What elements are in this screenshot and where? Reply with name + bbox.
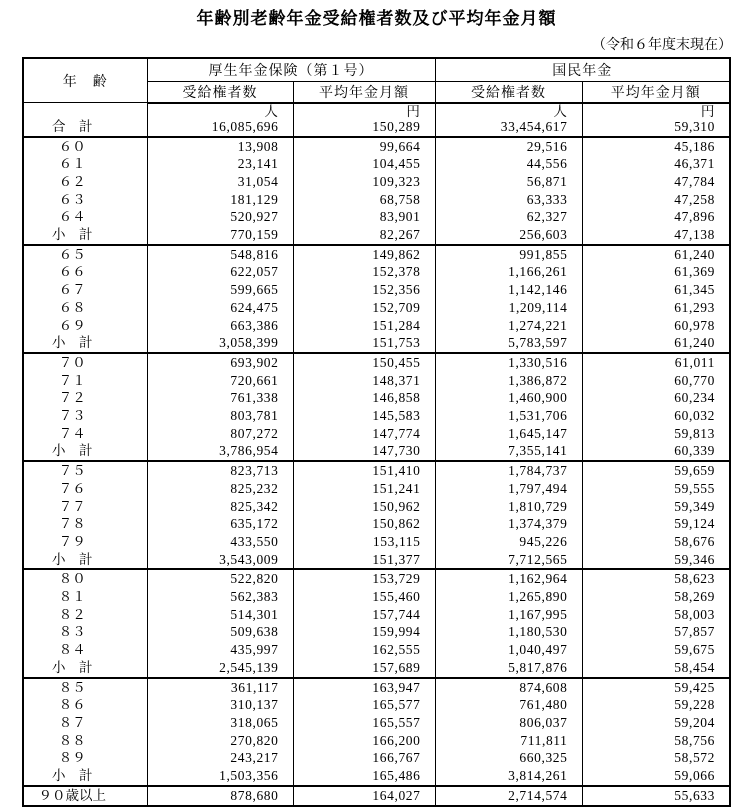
unit-yen-np: 円 [582,103,730,119]
table-header [23,58,730,103]
age-cell: ９０歳以上 [23,786,147,806]
age-row [23,588,730,606]
age-cell: ６８ [23,299,147,317]
value-cell: 270,820 [147,732,293,750]
value-cell: 147,774 [293,425,435,443]
age-row [23,208,730,226]
value-cell: 60,234 [582,389,730,407]
value-cell: 1,386,872 [435,372,582,390]
header-avg-monthly-np: 平均年金月額 [582,81,730,103]
value-cell: 165,486 [293,767,435,786]
value-cell: 47,896 [582,208,730,226]
age-row [23,389,730,407]
age-row [23,749,730,767]
value-cell: 1,460,900 [435,389,582,407]
value-cell: 5,817,876 [435,659,582,678]
value-cell: 150,862 [293,515,435,533]
value-cell: 46,371 [582,155,730,173]
value-cell: 520,927 [147,208,293,226]
age-row [23,714,730,732]
value-cell: 1,330,516 [435,353,582,372]
value-cell: 162,555 [293,641,435,659]
header-employees-pension: 厚生年金保険（第１号） [147,58,435,81]
value-cell: 47,138 [582,226,730,245]
value-cell: 23,141 [147,155,293,173]
age-row [23,696,730,714]
value-cell: 149,862 [293,245,435,264]
value-cell: 1,180,530 [435,623,582,641]
age-cell: ７３ [23,407,147,425]
age-row [23,407,730,425]
value-cell: 522,820 [147,569,293,588]
value-cell: 83,901 [293,208,435,226]
value-cell: 166,200 [293,732,435,750]
value-cell: 58,623 [582,569,730,588]
value-cell: 59,425 [582,678,730,697]
age-row [23,263,730,281]
age-cell: ７４ [23,425,147,443]
value-cell: 945,226 [435,533,582,551]
value-cell: 147,730 [293,442,435,461]
value-cell: 61,293 [582,299,730,317]
age-cell: ６４ [23,208,147,226]
value-cell: 61,240 [582,245,730,264]
value-cell: 159,994 [293,623,435,641]
value-cell: 166,767 [293,749,435,767]
value-cell: 29,516 [435,137,582,156]
total-value-cell: 150,289 [293,119,435,137]
age-row [23,569,730,588]
value-cell: 61,011 [582,353,730,372]
value-cell: 59,555 [582,480,730,498]
value-cell: 82,267 [293,226,435,245]
age-cell: ８５ [23,678,147,697]
page-title: 年齢別老齢年金受給権者数及び平均年金月額 [196,9,557,28]
age-cell: ７０ [23,353,147,372]
value-cell: 2,714,574 [435,786,582,806]
value-cell: 720,661 [147,372,293,390]
subtotal-row [23,442,730,461]
age-cell: ８３ [23,623,147,641]
value-cell: 181,129 [147,191,293,209]
value-cell: 47,784 [582,173,730,191]
value-cell: 58,756 [582,732,730,750]
age-cell: ８４ [23,641,147,659]
value-cell: 1,810,729 [435,498,582,516]
value-cell: 60,339 [582,442,730,461]
value-cell: 803,781 [147,407,293,425]
age-row [23,606,730,624]
age-row [23,623,730,641]
age-row [23,155,730,173]
age-cell: 小 計 [23,767,147,786]
value-cell: 660,325 [435,749,582,767]
value-cell: 150,962 [293,498,435,516]
age-cell: ８７ [23,714,147,732]
age-row [23,461,730,480]
value-cell: 1,374,379 [435,515,582,533]
value-cell: 59,675 [582,641,730,659]
value-cell: 56,871 [435,173,582,191]
value-cell: 256,603 [435,226,582,245]
age-cell: ７１ [23,372,147,390]
value-cell: 310,137 [147,696,293,714]
value-cell: 165,577 [293,696,435,714]
value-cell: 31,054 [147,173,293,191]
value-cell: 152,356 [293,281,435,299]
value-cell: 109,323 [293,173,435,191]
value-cell: 13,908 [147,137,293,156]
value-cell: 152,378 [293,263,435,281]
value-cell: 1,166,261 [435,263,582,281]
age-cell: ６２ [23,173,147,191]
subtotal-row [23,551,730,570]
total-value-cell: 16,085,696 [147,119,293,137]
age-cell: ８１ [23,588,147,606]
units-row [23,103,730,119]
value-cell: 153,115 [293,533,435,551]
value-cell: 548,816 [147,245,293,264]
value-cell: 509,638 [147,623,293,641]
age-row [23,515,730,533]
age-row [23,173,730,191]
value-cell: 57,857 [582,623,730,641]
age-row [23,641,730,659]
age-cell: ７７ [23,498,147,516]
value-cell: 5,783,597 [435,334,582,353]
value-cell: 60,032 [582,407,730,425]
value-cell: 3,786,954 [147,442,293,461]
value-cell: 59,228 [582,696,730,714]
age-row [23,533,730,551]
header-row-groups [23,58,730,81]
header-beneficiaries-ep: 受給権者数 [147,81,293,103]
age-cell: ６６ [23,263,147,281]
age-row [23,498,730,516]
value-cell: 1,531,706 [435,407,582,425]
value-cell: 104,455 [293,155,435,173]
age-cell: ８２ [23,606,147,624]
value-cell: 55,633 [582,786,730,806]
value-cell: 165,557 [293,714,435,732]
value-cell: 1,265,890 [435,588,582,606]
value-cell: 1,209,114 [435,299,582,317]
value-cell: 693,902 [147,353,293,372]
age-row [23,281,730,299]
value-cell: 59,349 [582,498,730,516]
value-cell: 622,057 [147,263,293,281]
value-cell: 1,784,737 [435,461,582,480]
value-cell: 435,997 [147,641,293,659]
value-cell: 99,664 [293,137,435,156]
age-cell: ６７ [23,281,147,299]
value-cell: 825,232 [147,480,293,498]
value-cell: 1,797,494 [435,480,582,498]
value-cell: 878,680 [147,786,293,806]
age-cell: ８８ [23,732,147,750]
age-row [23,480,730,498]
value-cell: 1,040,497 [435,641,582,659]
value-cell: 45,186 [582,137,730,156]
value-cell: 433,550 [147,533,293,551]
age-row [23,678,730,697]
value-cell: 663,386 [147,317,293,335]
value-cell: 59,204 [582,714,730,732]
value-cell: 151,284 [293,317,435,335]
age-cell: ７６ [23,480,147,498]
value-cell: 635,172 [147,515,293,533]
age-row [23,317,730,335]
value-cell: 163,947 [293,678,435,697]
value-cell: 146,858 [293,389,435,407]
value-cell: 823,713 [147,461,293,480]
age-cell: 小 計 [23,659,147,678]
age-cell: 小 計 [23,334,147,353]
value-cell: 151,377 [293,551,435,570]
value-cell: 806,037 [435,714,582,732]
value-cell: 1,274,221 [435,317,582,335]
value-cell: 44,556 [435,155,582,173]
value-cell: 59,066 [582,767,730,786]
value-cell: 2,545,139 [147,659,293,678]
age-row [23,299,730,317]
value-cell: 62,327 [435,208,582,226]
subtotal-row [23,767,730,786]
value-cell: 1,142,146 [435,281,582,299]
value-cell: 599,665 [147,281,293,299]
value-cell: 243,217 [147,749,293,767]
age-row [23,191,730,209]
value-cell: 164,027 [293,786,435,806]
age-cell: ７２ [23,389,147,407]
age-row [23,372,730,390]
value-cell: 59,659 [582,461,730,480]
value-cell: 157,689 [293,659,435,678]
value-cell: 874,608 [435,678,582,697]
value-cell: 151,241 [293,480,435,498]
age-cell: ６３ [23,191,147,209]
value-cell: 562,383 [147,588,293,606]
value-cell: 7,355,141 [435,442,582,461]
age-row [23,353,730,372]
age-row [23,732,730,750]
subtotal-row [23,226,730,245]
age-cell: ８０ [23,569,147,588]
value-cell: 151,753 [293,334,435,353]
age-row [23,137,730,156]
age-cell: ７９ [23,533,147,551]
age-cell: 小 計 [23,442,147,461]
value-cell: 59,346 [582,551,730,570]
value-cell: 148,371 [293,372,435,390]
value-cell: 63,333 [435,191,582,209]
age-cell: ６５ [23,245,147,264]
subtotal-row [23,659,730,678]
age-cell: ６１ [23,155,147,173]
age-cell: ８９ [23,749,147,767]
value-cell: 145,583 [293,407,435,425]
value-cell: 711,811 [435,732,582,750]
value-cell: 991,855 [435,245,582,264]
value-cell: 60,978 [582,317,730,335]
value-cell: 58,676 [582,533,730,551]
as-of-date: （令和６年度末現在） [592,38,732,53]
value-cell: 58,572 [582,749,730,767]
value-cell: 1,167,995 [435,606,582,624]
value-cell: 58,003 [582,606,730,624]
value-cell: 153,729 [293,569,435,588]
value-cell: 58,454 [582,659,730,678]
value-cell: 150,455 [293,353,435,372]
value-cell: 1,645,147 [435,425,582,443]
value-cell: 761,338 [147,389,293,407]
header-avg-monthly-ep: 平均年金月額 [293,81,435,103]
total-row-label: 合 計 [23,103,147,137]
total-value-cell: 33,454,617 [435,119,582,137]
value-cell: 807,272 [147,425,293,443]
total-value-cell: 59,310 [582,119,730,137]
value-cell: 361,117 [147,678,293,697]
age-cell: ７８ [23,515,147,533]
value-cell: 7,712,565 [435,551,582,570]
value-cell: 318,065 [147,714,293,732]
header-beneficiaries-np: 受給権者数 [435,81,582,103]
value-cell: 1,162,964 [435,569,582,588]
age-cell: ７５ [23,461,147,480]
value-cell: 3,814,261 [435,767,582,786]
table-body [23,103,730,806]
value-cell: 770,159 [147,226,293,245]
page [0,8,753,802]
value-cell: 151,410 [293,461,435,480]
unit-person-ep: 人 [147,103,293,119]
value-cell: 61,369 [582,263,730,281]
value-cell: 58,269 [582,588,730,606]
unit-person-np: 人 [435,103,582,119]
value-cell: 624,475 [147,299,293,317]
value-cell: 825,342 [147,498,293,516]
value-cell: 61,240 [582,334,730,353]
age-row [23,245,730,264]
age-row [23,425,730,443]
age-cell: ６０ [23,137,147,156]
value-cell: 68,758 [293,191,435,209]
value-cell: 59,813 [582,425,730,443]
pension-table [22,57,731,807]
age-cell: 小 計 [23,226,147,245]
value-cell: 514,301 [147,606,293,624]
value-cell: 47,258 [582,191,730,209]
value-cell: 155,460 [293,588,435,606]
value-cell: 59,124 [582,515,730,533]
over90-row [23,786,730,806]
value-cell: 3,058,399 [147,334,293,353]
value-cell: 1,503,356 [147,767,293,786]
header-national-pension: 国民年金 [435,58,730,81]
header-age: 年 齢 [23,58,147,103]
age-cell: ８６ [23,696,147,714]
value-cell: 152,709 [293,299,435,317]
age-cell: ６９ [23,317,147,335]
unit-yen-ep: 円 [293,103,435,119]
subtotal-row [23,334,730,353]
value-cell: 3,543,009 [147,551,293,570]
value-cell: 157,744 [293,606,435,624]
age-cell: 小 計 [23,551,147,570]
value-cell: 761,480 [435,696,582,714]
value-cell: 60,770 [582,372,730,390]
value-cell: 61,345 [582,281,730,299]
